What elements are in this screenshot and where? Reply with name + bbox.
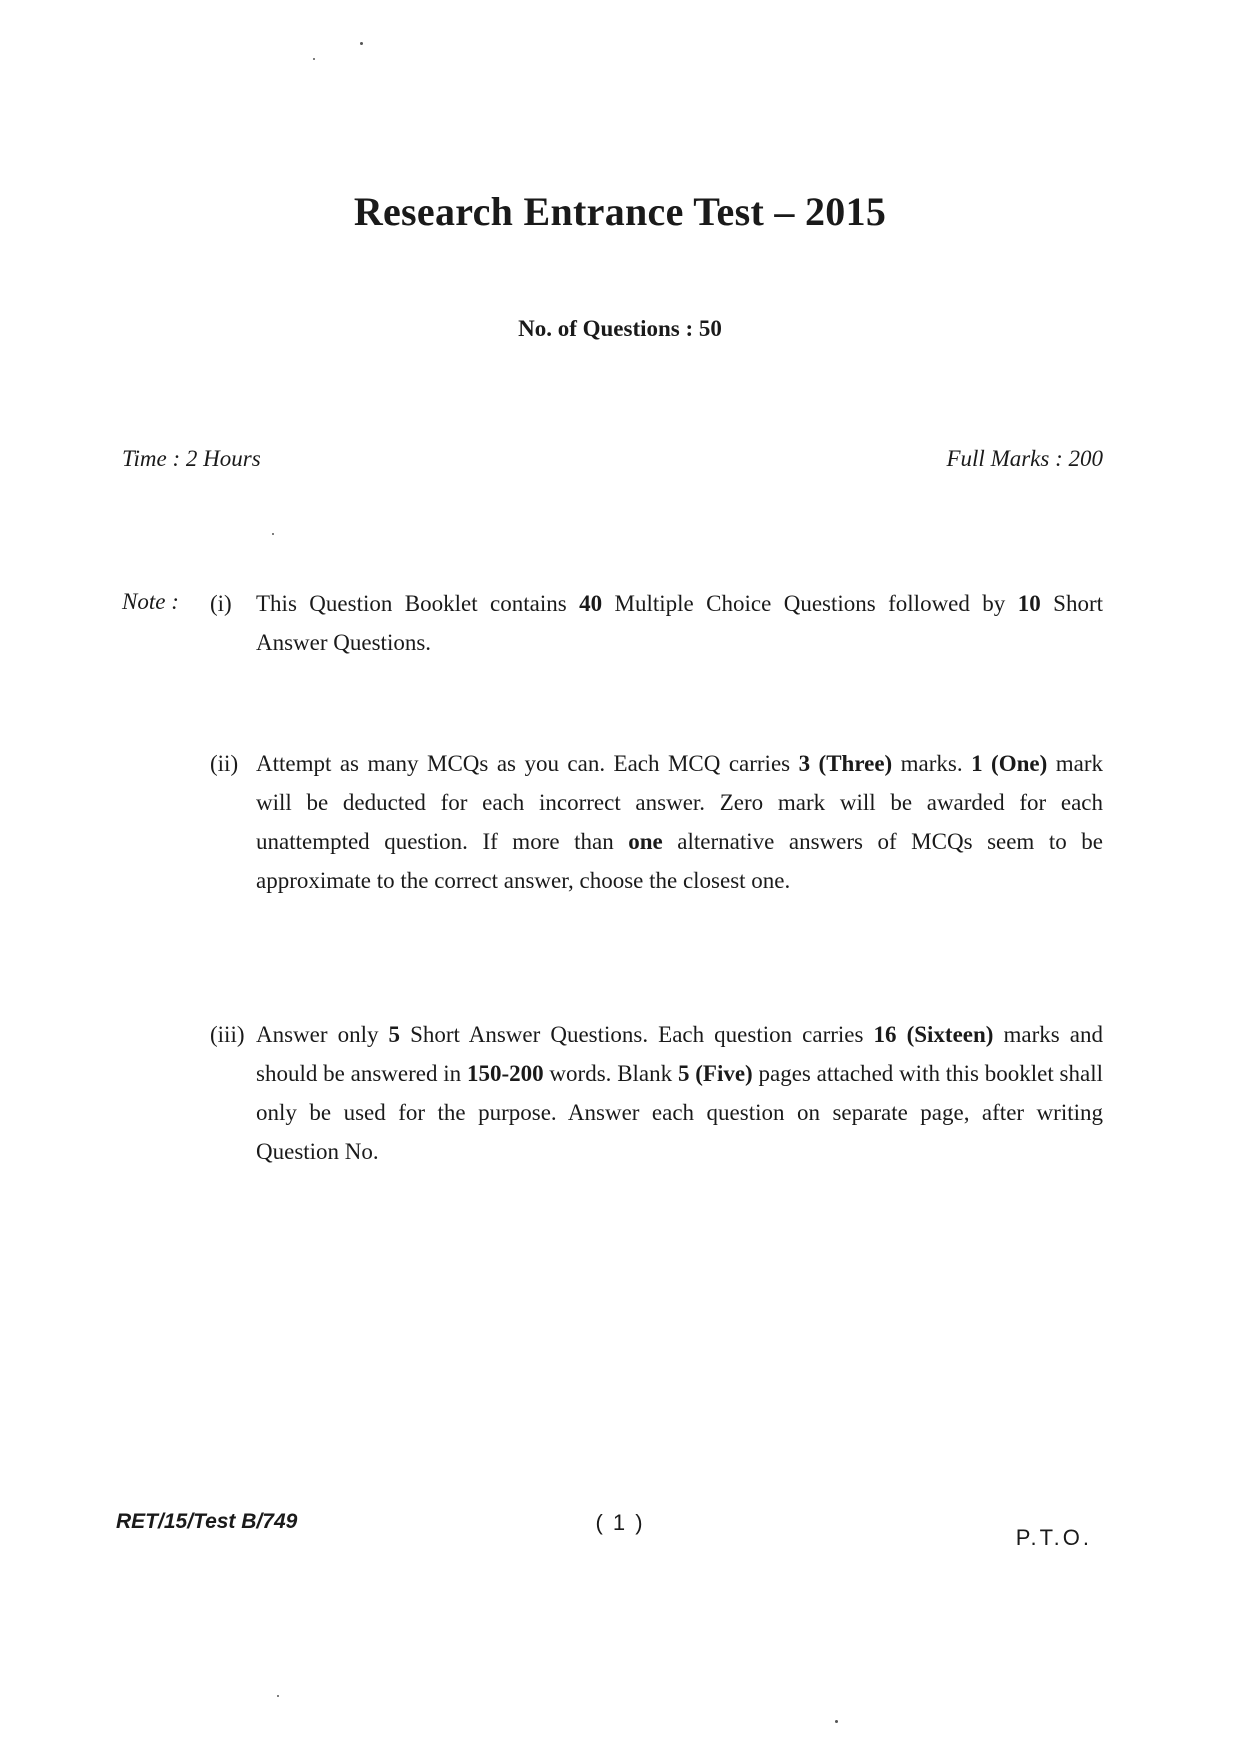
note-item-2	[210, 744, 1103, 900]
scan-speck	[360, 42, 363, 45]
full-marks: Full Marks : 200	[946, 446, 1103, 471]
page-title: Research Entrance Test – 2015	[353, 189, 887, 234]
note-item-3	[210, 1015, 1103, 1171]
time-allowed: Time : 2 Hours	[122, 446, 261, 471]
note-item-text: Answer only 5 Short Answer Questions. Each question carries 16 (Sixteen) marks and should be answered in 150-200 words. Blank 5 (Five) pages attached with this booklet shall only be used for the purpose. Answer each question on separate page, after writing Question No.	[256, 1022, 1103, 1164]
note-item-number: (iii)	[210, 1022, 245, 1047]
please-turn-over: P.T.O.	[1015, 1525, 1092, 1550]
page-number: ( 1 )	[595, 1510, 645, 1535]
scan-speck	[272, 533, 274, 535]
number-of-questions: No. of Questions : 50	[518, 316, 722, 341]
scan-speck	[835, 1720, 838, 1723]
test-code: RET/15/Test B/749	[116, 1510, 298, 1533]
scan-speck	[313, 58, 315, 60]
note-item-1	[210, 584, 1103, 662]
note-item-text: Attempt as many MCQs as you can. Each MCQ carries 3 (Three) marks. 1 (One) mark will be deducted for each incorrect answer. Zero mark will be awarded for each unattempted question. If more than one alternative answers of MCQs seem to be approximate to the correct answer, choose the closest one.	[256, 751, 1103, 893]
note-label: Note :	[122, 589, 179, 614]
note-item-number: (ii)	[210, 751, 239, 776]
note-item-text: This Question Booklet contains 40 Multiple Choice Questions followed by 10 Short Answer Questions.	[256, 591, 1103, 655]
scan-speck	[277, 1695, 279, 1697]
note-item-number: (i)	[210, 591, 232, 616]
